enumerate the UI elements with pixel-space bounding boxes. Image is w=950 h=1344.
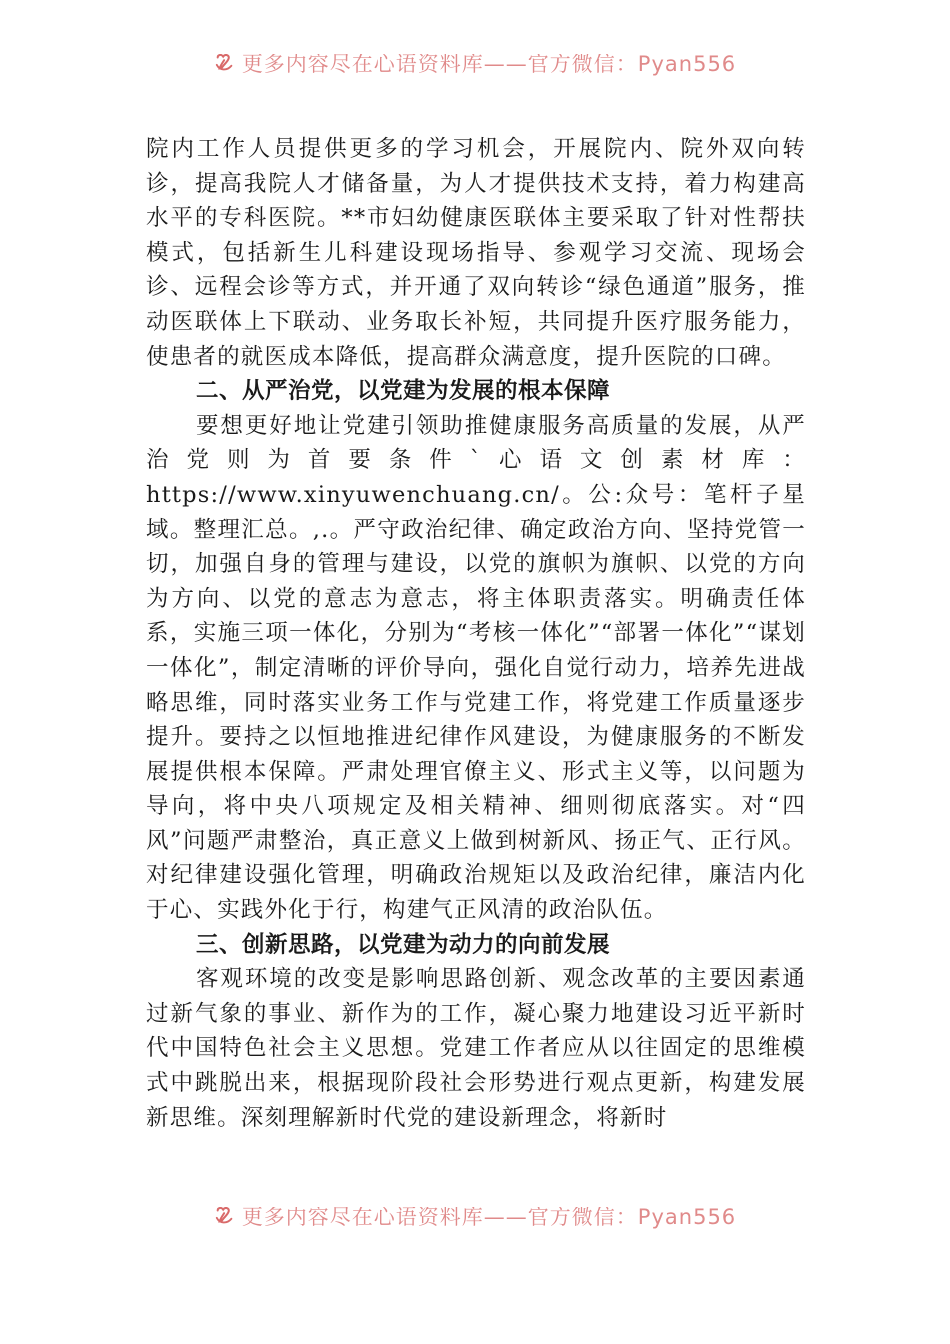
paragraph-1: 院内工作人员提供更多的学习机会，开展院内、院外双向转诊，提高我院人才储备量，为人才提供技术支持，着力构建高水平的专科医院。**市妇幼健康医联体主要采取了针对性帮扶模式，包括新生儿科建设现场指导、参观学习交流、现场会诊、远程会诊等方式，并开通了双向转诊“绿色通道”服务，推动医联体上下联动、业务取长补短，共同提升医疗服务能力，使患者的就医成本降低，提高群众满意度，提升医院的口碑。 [146, 136, 806, 370]
footer-watermark [0, 1207, 950, 1237]
paragraph-2: 要想更好地让党建引领助推健康服务高质量的发展，从严治党则为首要条件`心语文创素材库：https://www.xinyuwenchuang.cn/。公:众号：笔杆子星域。整理汇总。,.。严守政治纪律、确定政治方向、坚持党管一切，加强自身的管理与建设，以党的旗帜为旗帜、以党的方向为方向、以党的意志为意志，将主体职责落实。明确责任体系，实施三项一体化，分别为“考核一体化”“部署一体化”“谋划一体化”，制定清晰的评价导向，强化自觉行动力，培养先进战略思维，同时落实业务工作与党建工作，将党建工作质量逐步提升。要持之以恒地推进纪律作风建设，为健康服务的不断发展提供根本保障。严肃处理官僚主义、形式主义等，以问题为导向，将中央八项规定及相关精神、细则彻底落实。对“四风”问题严肃整治，真正意义上做到树新风、扬正气、正行风。对纪律建设强化管理，明确政治规矩以及政治纪律，廉洁内化于心、实践外化于行，构建气正风清的政治队伍。 [146, 412, 806, 924]
document-body [146, 132, 806, 1135]
section-heading-2: 二、从严治党，以党建为发展的根本保障 [196, 378, 611, 405]
heart-logo-icon [214, 1207, 236, 1227]
header-watermark [0, 54, 950, 84]
watermark-text: 更多内容尽在心语资料库——官方微信：Pyan556 [241, 54, 737, 76]
paragraph-3: 客观环境的改变是影响思路创新、观念改革的主要因素通过新气象的事业、新作为的工作，凝心聚力地建设习近平新时代中国特色社会主义思想。党建工作者应从以往固定的思维模式中跳脱出来，根据现阶段社会形势进行观点更新，构建发展新思维。深刻理解新时代党的建设新理念，将新时 [146, 966, 806, 1131]
section-heading-3: 三、创新思路，以党建为动力的向前发展 [196, 931, 611, 958]
watermark-text: 更多内容尽在心语资料库——官方微信：Pyan556 [241, 1207, 737, 1229]
heart-logo-icon [214, 54, 236, 74]
